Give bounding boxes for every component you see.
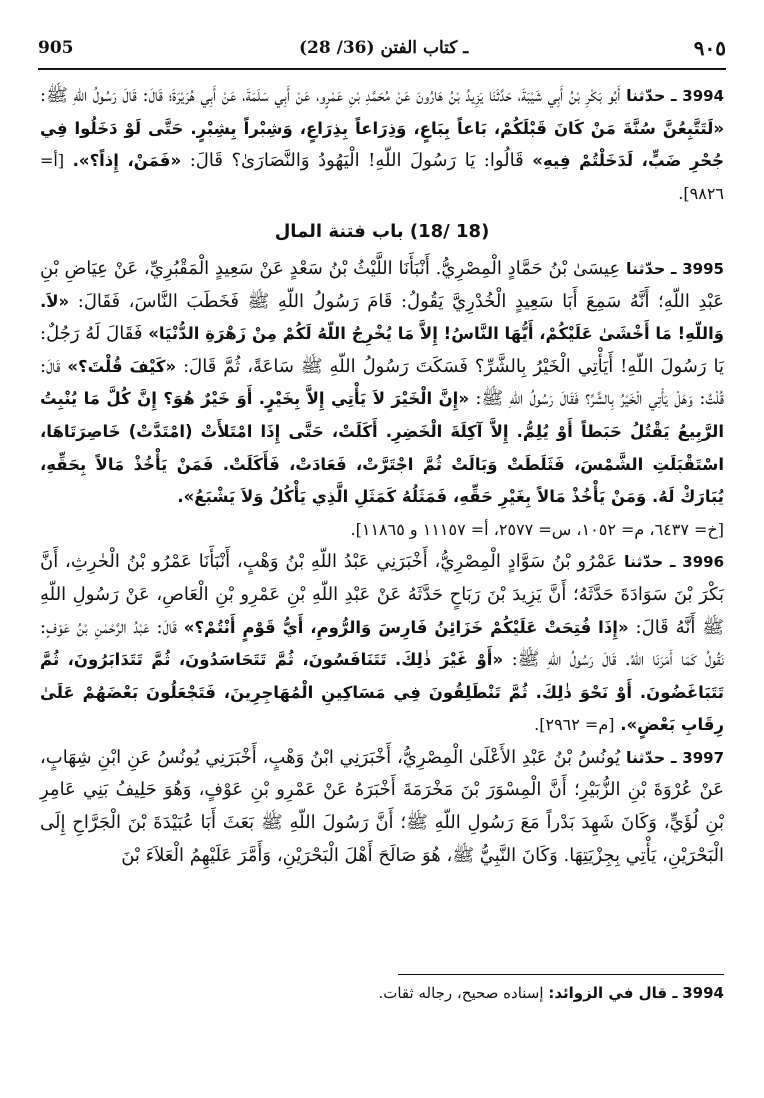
hadith-isnad: أَبُو بَكْرِ بْنُ أَبِي شَيْبَةَ، حَدَّثَنَا يَزِيدُ بْنُ هَارُونَ عَنْ مُحَمَّدِ بْنِ عَمْرٍو، عَنْ أَبِي سَلَمَةَ، عَنْ أَبِي هُرَيْرَةَ؛ قَالَ: قَالَ رَسُولُ اللّهِ ﷺ: <box>40 85 621 106</box>
hadith-3997 <box>40 742 724 872</box>
footnote <box>40 984 724 1002</box>
hadith-isnad: يُونُسُ بْنُ عَبْدِ الأَعْلَىٰ الْمِصْرِيُّ، أَخْبَرَنِي ابْنُ وَهْبٍ، أَخْبَرَنِي يُونُسُ عَنِ ابْنِ شِهَابٍ، عَنْ عُرْوَةَ بْنِ الزُّبَيْرِ؛ أَنَّ الْمِسْوَرَ بْنَ مَخْرَمَةَ أَخْبَرَهُ عَنْ عَمْرِو بْنِ عَوْفٍ، وَهُوَ حَلِيفُ بَنِي عَامِرِ بْنِ لُؤَيٍّ، وَكَانَ شَهِدَ بَدْراً مَعَ رَسُولِ اللّهِ ﷺ؛ أَنَّ رَسُولَ اللّهِ ﷺ بَعَثَ أَبَا عُبَيْدَةَ بْنَ الْجَرَّاحِ إِلَى الْبَحْرَيْنِ، يَأْتِي بِجِزْيَتِهَا. وَكَانَ النَّبِيُّ ﷺ، هُوَ صَالَحَ أَهْلَ الْبَحْرَيْنِ، وَأَمَّرَ عَلَيْهِمُ الْعَلاَءَ بْنَ <box>40 746 724 866</box>
hadith-3994 <box>40 80 724 210</box>
hadith-matn: «إِذَا فُتِحَتْ عَلَيْكُمْ خَزَائِنُ فَارِسَ وَالرُّومِ، أَيُّ قَوْمٍ أَنْتُمْ؟» <box>183 617 629 637</box>
hadith-matn: «كَيْفَ قُلْتَ؟» <box>67 356 177 376</box>
hadith-matn: «إِنَّ الْخَيْرَ لاَ يَأْتِي إِلاَّ بِخَيْرٍ. أَوَ خَيْرٌ هُوَ؟ إِنَّ كُلَّ مَا يُنْبِتُ الرَّبِيعُ يَقْتُلُ حَبَطاً أَوْ يُلِمُّ. إِلاَّ آكِلَةَ الْخَضِرِ. أَكَلَتْ، حَتَّى إِذَا امْتَلأَتْ (امْتَدَّتْ) خَاصِرَتَاهَا، اسْتَقْبَلَتِ الشَّمْسَ، فَثَلَطَتْ وَبَالَتْ ثُمَّ اجْتَرَّتْ، فَعَادَتْ، فَأَكَلَتْ. فَمَنْ يَأْخُذْ مَالاً بِحَقِّهِ، يُبَارَكْ لَهُ. وَمَنْ يَأْخُذْ مَالاً بِغَيْرِ حَقِّهِ، فَمَثَلُهُ كَمَثَلِ الَّذِي يَأْكُلُ وَلاَ يَشْبَعُ». <box>40 389 724 507</box>
hadith-number: 3994 <box>682 87 725 105</box>
footnote-rule <box>398 974 724 975</box>
hadith-lead: ـ حدّثنا <box>624 552 676 572</box>
hadith-number: 3996 <box>682 553 725 572</box>
hadith-lead: ـ حدّثنا <box>625 747 677 767</box>
header-rule <box>38 68 726 70</box>
hadith-3996 <box>40 546 724 742</box>
footnote-lead: ـ قال في الزوائد: <box>548 984 678 1002</box>
hadith-reference: [خ= ٦٤٣٧، م= ١٠٥٢، س= ٢٥٧٧، أ= ١١١٥٧ و ١١٨٦٥]. <box>350 519 724 539</box>
page-number-latin: 905 <box>38 38 74 58</box>
page-number-arabic: ٩٠٥ <box>693 36 726 60</box>
hadith-text: قَالُوا: يَا رَسُولَ اللّهِ! الْيَهُودُ وَالنَّصَارَىٰ؟ قَالَ: <box>189 150 524 172</box>
hadith-matn: «لَتَتَّبِعُنَّ سُنَّةَ مَنْ كَانَ قَبْلَكُمْ، بَاعاً بِبَاعٍ، وَذِرَاعاً بِذِرَاعٍ، وَشِبْراً بِشِبْرٍ. حَتَّى لَوْ دَخَلُوا فِي جُحْرِ ضَبٍّ، لَدَخَلْتُمْ فِيهِ» <box>40 118 724 171</box>
hadith-matn: «لاَ. وَاللّهِ! مَا أَخْشَىٰ عَلَيْكُمْ، أَيُّهَا النَّاسُ! إِلاَّ مَا يُخْرِجُ اللّهُ لَكُمْ مِنْ زَهْرَةِ الدُّنْيَا» <box>40 291 724 344</box>
hadith-matn: «فَمَنْ، إِذاً؟». <box>72 151 182 171</box>
hadith-lead: ـ حدّثنا <box>626 258 677 278</box>
hadith-3995 <box>40 253 724 546</box>
running-title: (28 /36) ـ كتاب الفتن <box>299 38 469 58</box>
hadith-matn: «أَوْ غَيْرَ ذٰلِكَ. تَتَنَافَسُونَ، ثُمَّ تَتَحَاسَدُونَ، ثُمَّ تَتَدَابَرُونَ، ثُمَّ تَتَبَاغَضُونَ. أَوْ نَحْوَ ذٰلِكَ. ثُمَّ تَنْطَلِقُونَ فِي مَسَاكِينِ الْمُهَاجِرِينَ، فَتَجْعَلُونَ بَعْضَهُمْ عَلَىٰ رِقَابِ بَعْضٍ». <box>40 650 724 735</box>
hadith-reference: [م= ٢٩٦٢]. <box>534 715 615 735</box>
hadith-number: 3997 <box>682 748 725 767</box>
main-text <box>40 80 724 970</box>
hadith-lead: ـ حدّثنا <box>626 86 677 105</box>
footnote-number: 3994 <box>682 984 724 1002</box>
hadith-reference: [أ= ٩٨٢٦]. <box>40 151 724 203</box>
hadith-isnad: عِيسَىٰ بْنُ حَمَّادٍ الْمِصْرِيُّ. أَنْبَأَنَا اللَّيْثُ بْنُ سَعْدٍ عَنْ سَعِيدٍ الْمَقْبُرِيِّ، عَنْ عِيَاضِ بْنِ عَبْدِ اللّهِ؛ أَنَّهُ سَمِعَ أَبَا سَعِيدٍ الْخُدْرِيَّ يَقُولُ: قَامَ رَسُولُ اللّهِ ﷺ فَخَطَبَ النَّاسَ، فَقَالَ: <box>40 257 724 312</box>
hadith-text: فَقَالَ لَهُ رَجُلٌ: يَا رَسُولَ اللّهِ! أَيَأْتِي الْخَيْرُ بِالشَّرِّ؟ فَسَكَتَ رَسُولُ اللّهِ ﷺ سَاعَةً، ثُمَّ قَالَ: <box>40 323 724 377</box>
page-header <box>38 30 726 66</box>
chapter-heading: (18 /18) باب فتنة المال <box>274 221 490 243</box>
footnote-text: إسناده صحيح، رجاله ثقات. <box>378 984 544 1002</box>
hadith-number: 3995 <box>682 259 724 278</box>
hadith-text: قَالَ: عَبْدُ الرَّحْمٰنِ بْنُ عَوْفٍ: نَقُولُ كَمَا أَمَرَنَا اللّهُ. قَالَ رَسُولُ اللّهِ ﷺ: <box>40 616 724 671</box>
hadith-isnad: عَمْرُو بْنُ سَوَّادٍ الْمِصْرِيُّ، أَخْبَرَنِي عَبْدُ اللّهِ بْنُ وَهْبٍ، أَنْبَأَنَا عَمْرُو بْنُ الْحٰرِثِ، أَنَّ بَكْرَ بْنَ سَوَادَةَ حَدَّثَهُ؛ أَنَّ يَزِيدَ بْنَ رَبَاحٍ حَدَّثَهُ عَنْ عَبْدِ اللّهِ بْنِ عَمْرِو بْنِ الْعَاصِ، عَنْ رَسُولِ اللّهِ ﷺ أَنَّهُ قَالَ: <box>40 551 724 638</box>
hadith-text: قَالَ: قُلْتُ: وَهَلْ يَأْتِي الْخَيْرُ بِالشَّرِّ؟ فَقَالَ رَسُولُ اللّهِ ﷺ: <box>40 355 724 410</box>
